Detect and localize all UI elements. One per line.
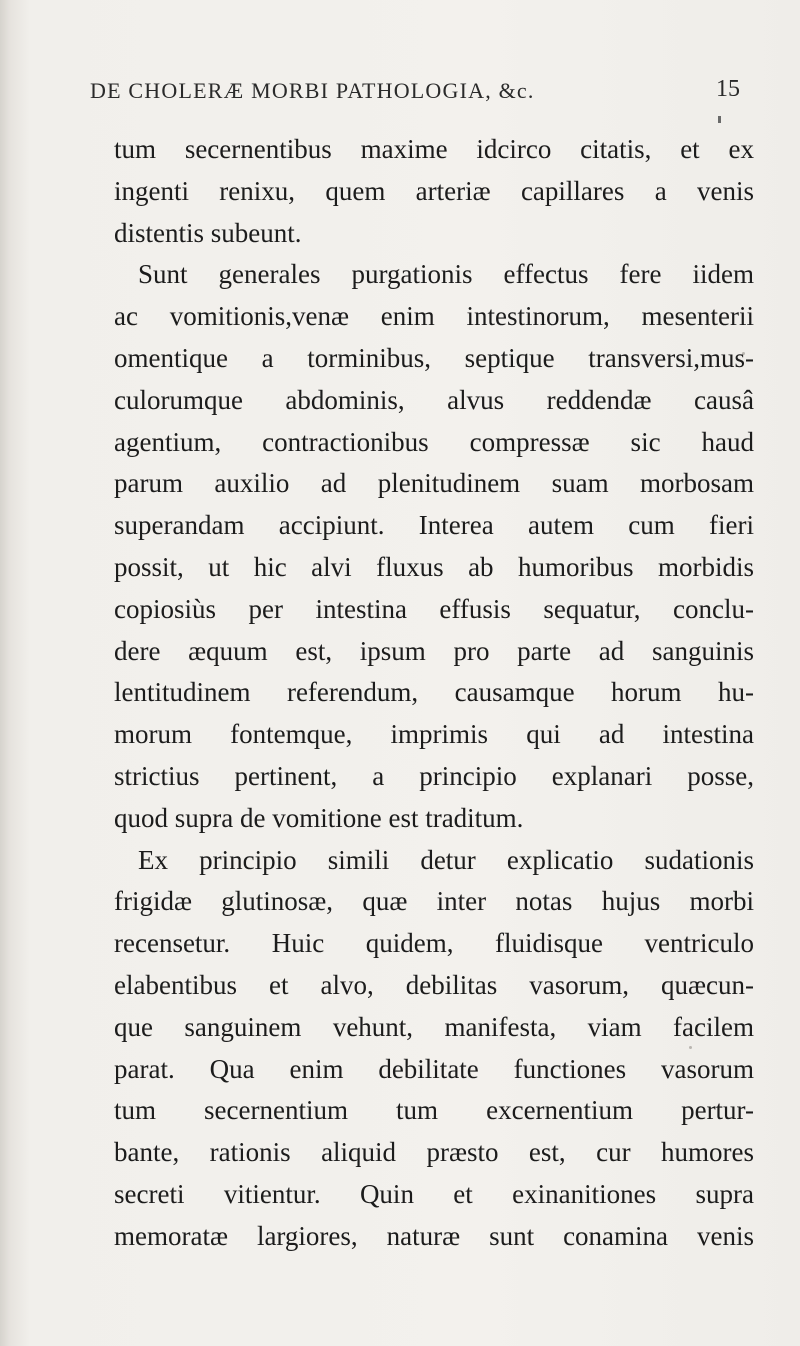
page-number: 15 — [716, 76, 740, 102]
text-line: superandam accipiunt. Interea autem cum fieri — [114, 510, 754, 541]
text-line: morum fontemque, imprimis qui ad intestina — [114, 719, 754, 750]
running-head: DE CHOLERÆ MORBI PATHOLOGIA, &c. — [90, 78, 535, 103]
text-line: Sunt generales purgationis effectus fere iidem — [138, 259, 754, 290]
text-line: ingenti renixu, quem arteriæ capillares a venis — [114, 175, 754, 206]
text-line: omentique a torminibus, septique transversi,mus- — [114, 342, 754, 373]
text-line: tum secernentibus maxime idcirco citatis, et ex — [114, 134, 754, 164]
ink-mark — [718, 116, 721, 123]
text-line: que sanguinem vehunt, manifesta, viam facilem — [114, 1011, 754, 1042]
text-line: dere æquum est, ipsum pro parte ad sanguinis — [114, 635, 754, 666]
text-line: strictius pertinent, a principio explanari posse, — [114, 760, 754, 791]
text-line: frigidæ glutinosæ, quæ inter notas hujus morbi — [114, 886, 754, 917]
text-line: parat. Qua enim debilitate functiones vasorum — [114, 1053, 754, 1084]
text-line: agentium, contractionibus compressæ sic haud — [114, 426, 754, 457]
text-line: lentitudinem referendum, causamque horum hu- — [114, 677, 754, 708]
text-line: elabentibus et alvo, debilitas vasorum, quæcun- — [114, 969, 754, 1000]
text-line: Ex principio simili detur explicatio sudationis — [138, 844, 754, 875]
page-header — [90, 78, 740, 114]
text-line: memoratæ largiores, naturæ sunt conamina venis — [114, 1220, 754, 1251]
text-line: quod supra de vomitione est traditum. — [114, 802, 524, 833]
body-text — [114, 129, 754, 1258]
text-line: recensetur. Huic quidem, fluidisque ventriculo — [114, 928, 754, 959]
text-line: tum secernentium tum excernentium pertur- — [114, 1095, 754, 1126]
text-line: culorumque abdominis, alvus reddendæ causâ — [114, 384, 754, 415]
text-line: bante, rationis aliquid præsto est, cur humores — [114, 1137, 754, 1168]
text-line: ac vomitionis,venæ enim intestinorum, mesenterii — [114, 301, 754, 332]
text-line: possit, ut hic alvi fluxus ab humoribus morbidis — [114, 551, 754, 582]
text-line: parum auxilio ad plenitudinem suam morbosam — [114, 468, 754, 499]
text-line: copiosiùs per intestina effusis sequatur, conclu- — [114, 593, 754, 624]
text-line: secreti vitientur. Quin et exinanitiones supra — [114, 1178, 754, 1209]
text-line: distentis subeunt. — [114, 217, 302, 248]
